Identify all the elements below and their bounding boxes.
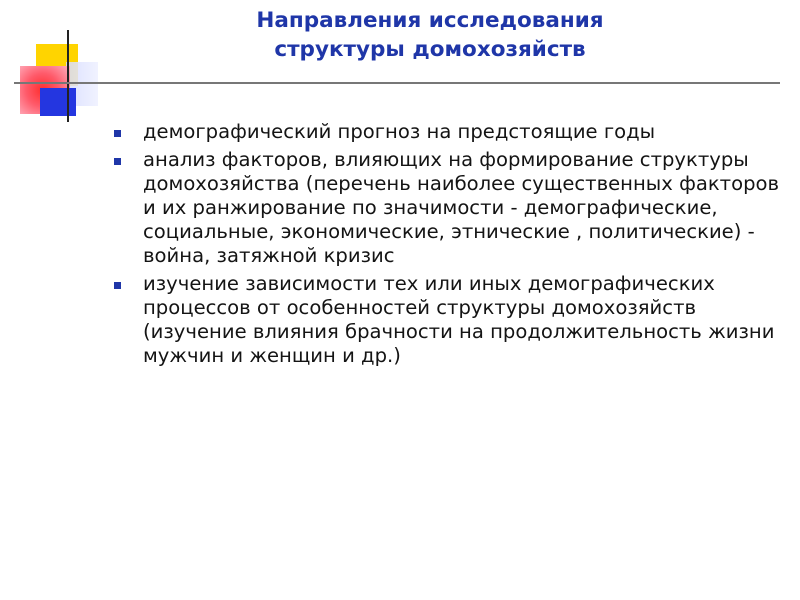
bullet-text: анализ факторов, влияющих на формирование структуры домохозяйства (перечень наиболее существенных факторов и их ранжирование по значимости - демографические, социальные, экономические, этнические , политические) - война, затяжной кризис [143,148,780,267]
slide-body [112,120,782,372]
bullet-list [112,120,782,368]
colored-squares-logo-icon [0,0,110,130]
square-bullet-icon [114,158,121,165]
slide-title [200,6,660,64]
title-divider [14,82,780,84]
bullet-item [112,148,782,268]
title-line-2: структуры домохозяйств [274,37,586,62]
blue-square [40,88,76,116]
bullet-text: демографический прогноз на предстоящие годы [143,120,656,143]
vertical-line [67,30,69,122]
square-bullet-icon [114,282,121,289]
bullet-item [112,120,782,144]
title-line-1: Направления исследования [256,8,604,33]
bullet-item [112,272,782,368]
bullet-text: изучение зависимости тех или иных демографических процессов от особенностей структуры домохозяйств (изучение влияния брачности на продолжительность жизни мужчин и женщин и др.) [143,272,775,367]
square-bullet-icon [114,130,121,137]
